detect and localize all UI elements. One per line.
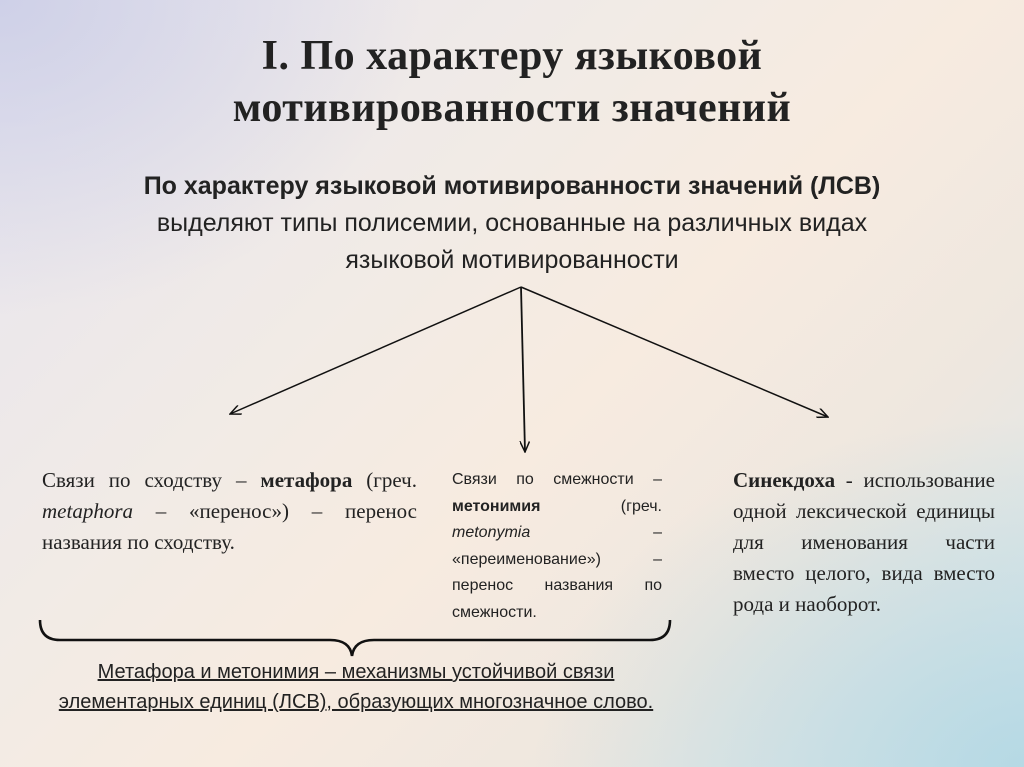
- conclusion-text: Метафора и метонимия – механизмы устойчивой связи элементарных единиц (ЛСВ), образующих многозначное слово.: [58, 661, 654, 713]
- slide-title-line1: I. По характеру языковой: [261, 33, 763, 79]
- metonymy-term: метонимия: [452, 497, 541, 515]
- metonymy-block: Связи по смежности – метонимия (греч. metonymia – «переименование») – перенос названия по смежности.: [452, 471, 662, 621]
- slide-title-line2: мотивированности значений: [232, 85, 792, 131]
- metaphor-greek: metaphora: [42, 499, 133, 523]
- synecdoche-term: Синекдоха: [733, 468, 836, 492]
- subtitle-line3: языковой мотивированности: [345, 246, 679, 274]
- metaphor-term: метафора: [260, 468, 353, 492]
- subtitle-bold: По характеру языковой мотивированности значений (ЛСВ): [143, 172, 881, 200]
- arrow-right: [521, 287, 828, 417]
- synecdoche-block: Синекдоха - использование одной лексической единицы для именования части вместо целого, вида вместо рода и наоборот.: [733, 468, 995, 616]
- synecdoche-definition: использование одной лексической единицы для именования части вместо целого, вида вместо рода и наоборот.: [733, 468, 995, 616]
- metaphor-block: Связи по сходству – метафора (греч. metaphora – «перенос») – перенос названия по сходству.: [42, 468, 417, 554]
- arrow-left: [230, 287, 521, 414]
- subtitle-line2: выделяют типы полисемии, основанные на различных видах: [156, 209, 868, 237]
- arrow-center: [521, 287, 525, 452]
- metonymy-greek: metonymia: [452, 524, 531, 541]
